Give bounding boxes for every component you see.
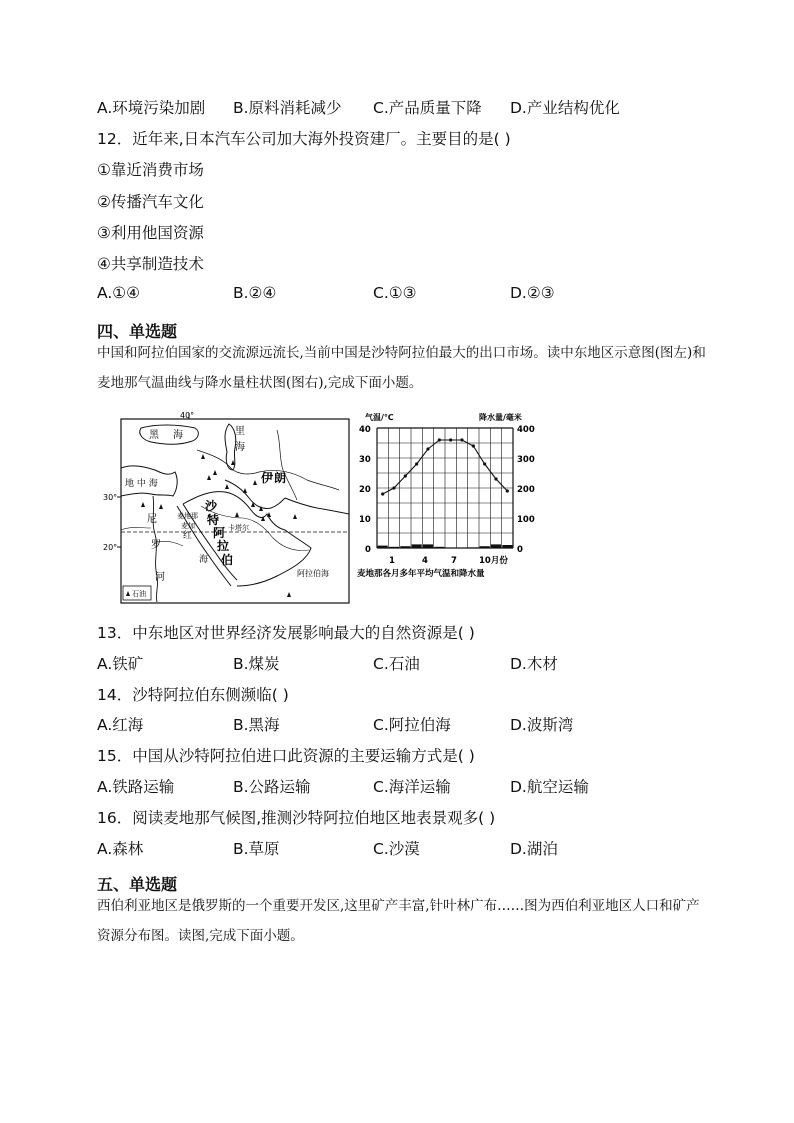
temperature-point	[449, 438, 452, 441]
section-5-intro: 西伯利亚地区是俄罗斯的一个重要开发区,这里矿产丰富,针叶林广布……图为西伯利亚地区人口和矿产资源分布图。读图,完成下面小题。	[97, 898, 700, 944]
section-4-intro: 中国和阿拉伯国家的交流源远流长,当前中国是沙特阿拉伯最大的出口市场。读中东地区示意图(图左)和麦地那气温曲线与降水量柱状图(图右),完成下面小题。	[97, 345, 706, 391]
temperature-point	[392, 486, 395, 489]
q11-option-a[interactable]: A.环境污染加剧	[97, 99, 206, 117]
q12-stem: 12．近年来,日本汽车公司加大海外投资建厂。主要目的是( )	[97, 130, 511, 148]
map-label-arabian-sea: 阿拉伯海	[297, 569, 329, 578]
right-tick-200: 200	[517, 485, 535, 495]
precip-bar	[389, 547, 399, 548]
figure-middle-east	[103, 410, 537, 610]
map-legend-label: 石油	[132, 590, 146, 598]
q11-option-c[interactable]: C.产品质量下降	[373, 99, 482, 117]
map-label-saudi-1: 沙	[205, 499, 218, 513]
q15-stem: 15．中国从沙特阿拉伯进口此资源的主要运输方式是( )	[97, 747, 475, 765]
temperature-point	[404, 474, 407, 477]
map-label-red-sea-1: 红	[183, 531, 193, 541]
q12-item-3: ③利用他国资源	[97, 224, 204, 242]
q12-option-c[interactable]: C.①③	[373, 284, 417, 302]
temperature-point	[426, 447, 429, 450]
lat-40-label: 40°	[180, 411, 195, 420]
q13-option-a[interactable]: A.铁矿	[97, 655, 144, 673]
precip-bar	[434, 547, 444, 548]
q12-item-1: ①靠近消费市场	[97, 161, 204, 179]
q14-option-b[interactable]: B.黑海	[233, 716, 280, 734]
map-label-medina: 麦地那	[177, 512, 198, 520]
temperature-point	[415, 462, 418, 465]
q12-item-2: ②传播汽车文化	[97, 193, 204, 211]
map-label-saudi-4: 拉	[217, 539, 230, 553]
map-label-black-sea-1: 黑	[149, 430, 159, 441]
precip-bar	[491, 544, 501, 548]
q12-item-4: ④共享制造技术	[97, 255, 204, 273]
left-tick-30: 30	[359, 455, 371, 465]
left-tick-40: 40	[359, 425, 371, 435]
chart-grid	[377, 428, 513, 548]
map-label-saudi-3: 阿	[213, 526, 226, 540]
q16-stem: 16．阅读麦地那气候图,推测沙特阿拉伯地区地表景观多( )	[97, 809, 496, 827]
map-label-nile-3: 河	[155, 572, 165, 583]
q15-option-c[interactable]: C.海洋运输	[373, 778, 451, 796]
temperature-point	[472, 444, 475, 447]
q14-option-c[interactable]: C.阿拉伯海	[373, 716, 451, 734]
q15-option-d[interactable]: D.航空运输	[510, 778, 589, 796]
q12-option-a[interactable]: A.①④	[97, 284, 141, 302]
precip-bar	[480, 546, 490, 548]
right-tick-300: 300	[517, 455, 535, 465]
q16-option-d[interactable]: D.湖泊	[510, 840, 558, 858]
map-label-qatar: 卡塔尔	[228, 524, 249, 532]
left-tick-10: 10	[359, 515, 371, 525]
q12-option-b[interactable]: B.②④	[233, 284, 277, 302]
section-4-heading: 四、单选题	[97, 322, 178, 341]
q11-option-b[interactable]: B.原料消耗减少	[233, 99, 342, 117]
map-label-iran-1: 伊	[261, 471, 274, 485]
precip-bar	[423, 544, 433, 548]
map-label-saudi-2: 特	[207, 513, 220, 527]
q14-option-d[interactable]: D.波斯湾	[510, 716, 574, 734]
precip-bar	[468, 547, 478, 548]
precip-bar	[502, 545, 512, 548]
temperature-point	[381, 492, 384, 495]
q16-option-b[interactable]: B.草原	[233, 840, 280, 858]
x-tick-10: 10月份	[479, 556, 508, 566]
precip-bar	[378, 546, 388, 548]
chart-caption: 麦地那各月多年平均气温和降水量	[357, 569, 485, 579]
q13-option-b[interactable]: B.煤炭	[233, 655, 280, 673]
right-tick-400: 400	[517, 425, 535, 435]
map-label-nile-2: 罗	[151, 540, 161, 551]
map-label-black-sea-2: 海	[173, 430, 183, 441]
map-label-red-sea-2: 海	[199, 555, 209, 565]
q13-option-c[interactable]: C.石油	[373, 655, 420, 673]
chart-left-axis-title: 气温/℃	[365, 413, 394, 422]
chart-right-axis-title: 降水量/毫米	[479, 413, 522, 422]
left-tick-20: 20	[359, 485, 371, 495]
temperature-point	[483, 462, 486, 465]
left-tick-0: 0	[365, 545, 371, 555]
map-label-mediterranean: 地 中 海	[125, 479, 158, 489]
map-label-caspian-1: 里	[235, 426, 245, 437]
temperature-point	[460, 438, 463, 441]
figure-svg	[103, 410, 537, 606]
x-tick-4: 4	[422, 556, 428, 566]
map-label-mecca: 麦加	[181, 522, 195, 530]
x-tick-7: 7	[451, 556, 457, 566]
q16-option-a[interactable]: A.森林	[97, 840, 144, 858]
temperature-point	[506, 489, 509, 492]
map-label-caspian-2: 海	[235, 442, 245, 453]
precip-bar	[412, 544, 422, 548]
section-5-heading: 五、单选题	[97, 875, 178, 894]
x-tick-1: 1	[389, 556, 395, 566]
map-label-nile-1: 尼	[147, 514, 157, 525]
middle-east-map	[103, 411, 349, 603]
map-label-saudi-5: 伯	[221, 553, 234, 567]
q11-option-d[interactable]: D.产业结构优化	[510, 99, 620, 117]
q13-option-d[interactable]: D.木材	[510, 655, 558, 673]
map-label-iran-2: 朗	[274, 471, 287, 485]
temperature-point	[438, 438, 441, 441]
q13-stem: 13．中东地区对世界经济发展影响最大的自然资源是( )	[97, 624, 475, 642]
lat-30-label: 30°	[103, 493, 118, 502]
lat-20-label: 20°	[103, 543, 118, 552]
q15-option-a[interactable]: A.铁路运输	[97, 778, 175, 796]
q12-option-d[interactable]: D.②③	[510, 284, 555, 302]
right-tick-100: 100	[517, 515, 535, 525]
climate-chart	[357, 412, 535, 579]
right-tick-0: 0	[517, 545, 523, 555]
q14-option-a[interactable]: A.红海	[97, 716, 144, 734]
q15-option-b[interactable]: B.公路运输	[233, 778, 311, 796]
precip-bar	[400, 546, 410, 548]
temperature-point	[494, 477, 497, 480]
q16-option-c[interactable]: C.沙漠	[373, 840, 420, 858]
q14-stem: 14．沙特阿拉伯东侧濒临( )	[97, 686, 289, 704]
